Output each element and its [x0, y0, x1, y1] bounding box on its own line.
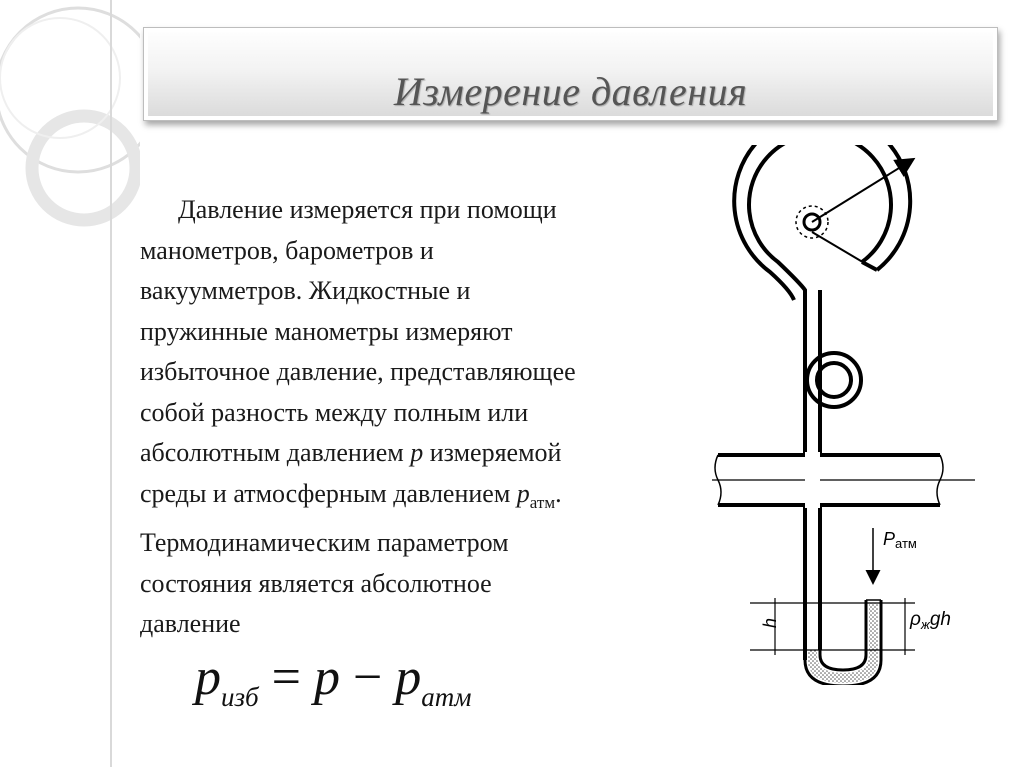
rho-g-h-label: $\rho_жgh$ — [910, 609, 951, 632]
text-line: пружинные манометры измеряют — [140, 316, 513, 346]
left-divider-line — [110, 0, 112, 767]
text-line — [140, 433, 680, 474]
text-line — [140, 474, 680, 524]
text-line: собой разность между полным или — [140, 397, 529, 427]
bourdon-tube — [734, 145, 910, 340]
h-label: h — [760, 617, 780, 628]
patm-label: Pатм — [883, 529, 917, 551]
gauge-pointer — [812, 160, 912, 222]
text-line: манометров, барометров и — [140, 235, 434, 265]
text-line: избыточное давление, представляющее — [140, 357, 576, 386]
text-fragment: . — [555, 478, 562, 508]
text-line: Давление измеряется при помощи — [178, 195, 557, 224]
formula-rhs: p — [395, 649, 422, 706]
body-paragraph — [140, 190, 680, 645]
subscript-atm: атм — [529, 492, 556, 512]
pressure-formula — [195, 648, 472, 713]
text-fragment: среды и атмосферным давлением — [140, 478, 517, 508]
page-title: Измерение давления — [393, 69, 748, 114]
text-line: состояния является абсолютное — [140, 568, 492, 598]
formula-lhs: p — [195, 649, 221, 706]
title-banner — [143, 27, 998, 121]
formula-equals: = — [258, 649, 314, 706]
text-fragment: измеряемой — [423, 438, 562, 467]
u-tube — [805, 600, 881, 685]
variable-p-atm: p — [516, 478, 530, 508]
text-fragment: абсолютным давлением — [140, 438, 411, 467]
text-line: давление — [140, 609, 241, 639]
decorative-circles — [0, 0, 140, 300]
siphon-coil — [807, 353, 861, 407]
manometer-diagram — [705, 145, 995, 685]
text-line: Термодинамическим параметром — [140, 528, 509, 558]
formula-p: p — [313, 649, 340, 706]
text-line: вакуумметров. Жидкостные и — [140, 276, 471, 305]
formula-lhs-sub: изб — [221, 682, 259, 712]
gauge-needle-base — [812, 232, 866, 264]
variable-p: p — [410, 438, 424, 467]
formula-rhs-sub: атм — [421, 682, 472, 712]
formula-minus: − — [339, 649, 396, 706]
